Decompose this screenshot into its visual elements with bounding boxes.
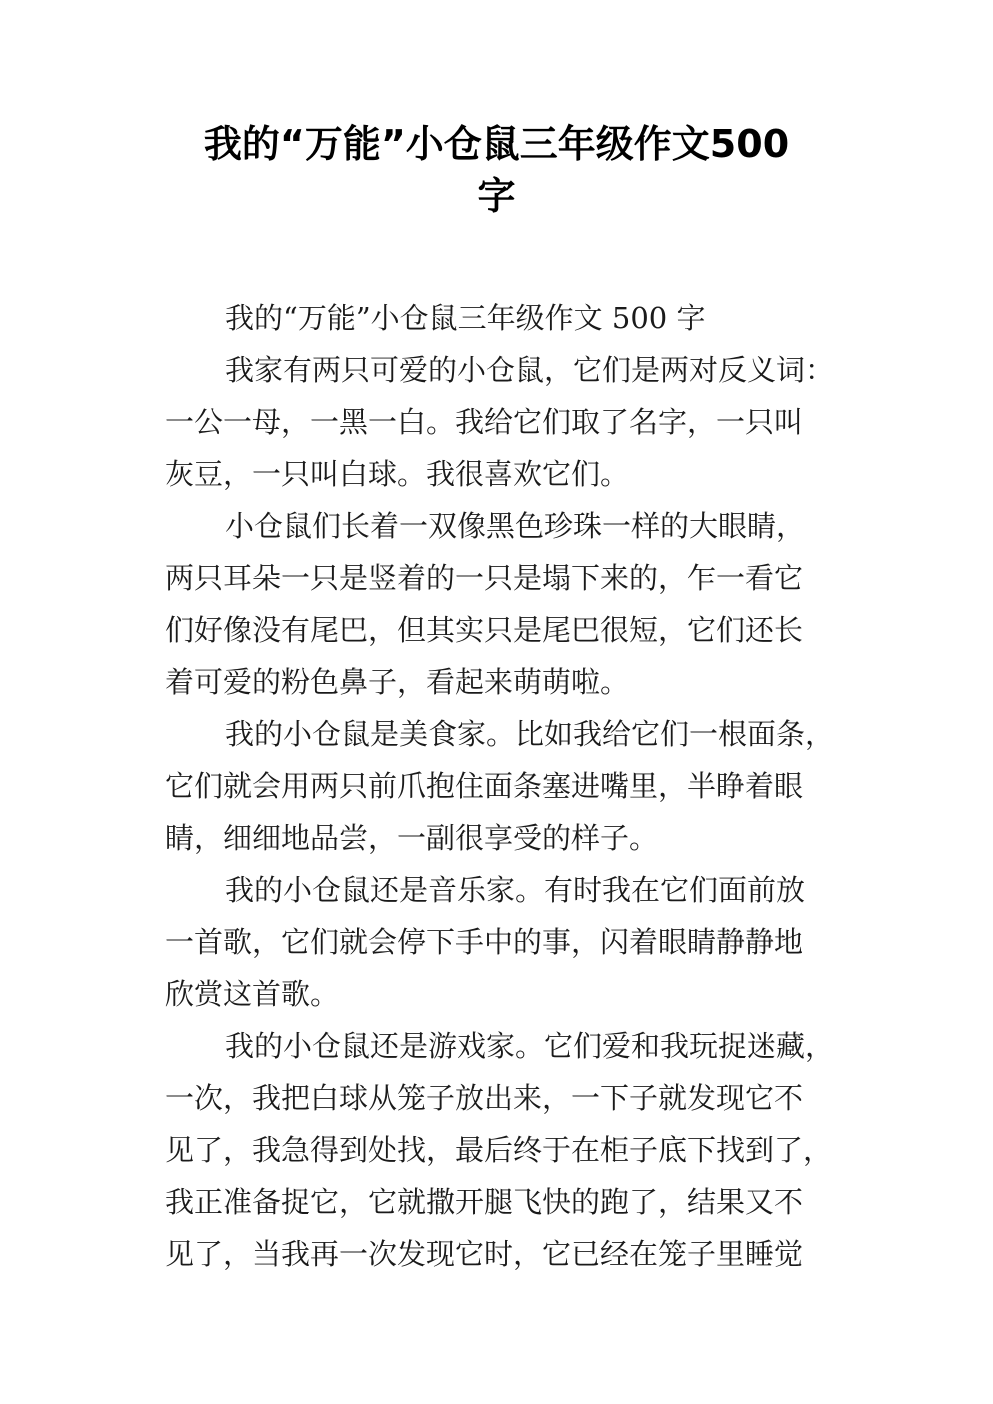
paragraph-heading [165, 292, 837, 344]
text-line: 我正准备捉它，它就撒开腿飞快的跑了，结果又不 [165, 1185, 804, 1219]
paragraph-appearance [165, 500, 837, 708]
text-line: 见了，我急得到处找，最后终于在柜子底下找到了， [165, 1133, 833, 1167]
document-title [160, 118, 833, 222]
text-line: 它们就会用两只前爪抱住面条塞进嘴里，半睁着眼 [165, 769, 804, 803]
text-line: 我的“万能”小仓鼠三年级作文 500 字 [225, 301, 706, 335]
text-line: 我的小仓鼠还是音乐家。有时我在它们面前放 [225, 873, 806, 907]
text-line: 一首歌，它们就会停下手中的事，闪着眼睛静静地 [165, 925, 804, 959]
text-line: 睛，细细地品尝，一副很享受的样子。 [165, 821, 659, 855]
paragraph-gamer [165, 1020, 837, 1280]
text-line: 欣赏这首歌。 [165, 977, 340, 1011]
text-line: 两只耳朵一只是竖着的一只是塌下来的，乍一看它 [165, 561, 804, 595]
text-line: 我家有两只可爱的小仓鼠，它们是两对反义词： [225, 353, 835, 387]
title-line-1: 我的“万能”小仓鼠三年级作文500 [203, 122, 790, 166]
paragraph-foodie [165, 708, 837, 864]
text-line: 们好像没有尾巴，但其实只是尾巴很短，它们还长 [165, 613, 804, 647]
text-line: 一公一母，一黑一白。我给它们取了名字，一只叫 [165, 405, 804, 439]
paragraph-musician [165, 864, 837, 1020]
paragraph-intro [165, 344, 837, 500]
text-line: 一次，我把白球从笼子放出来，一下子就发现它不 [165, 1081, 804, 1115]
text-line: 着可爱的粉色鼻子，看起来萌萌啦。 [165, 665, 630, 699]
title-line-2: 字 [477, 174, 516, 218]
document-body [165, 292, 837, 1280]
text-line: 我的小仓鼠还是游戏家。它们爱和我玩捉迷藏， [225, 1029, 835, 1063]
text-line: 小仓鼠们长着一双像黑色珍珠一样的大眼睛， [225, 509, 806, 543]
text-line: 灰豆，一只叫白球。我很喜欢它们。 [165, 457, 630, 491]
text-line: 见了，当我再一次发现它时，它已经在笼子里睡觉 [165, 1237, 804, 1271]
text-line: 我的小仓鼠是美食家。比如我给它们一根面条， [225, 717, 835, 751]
